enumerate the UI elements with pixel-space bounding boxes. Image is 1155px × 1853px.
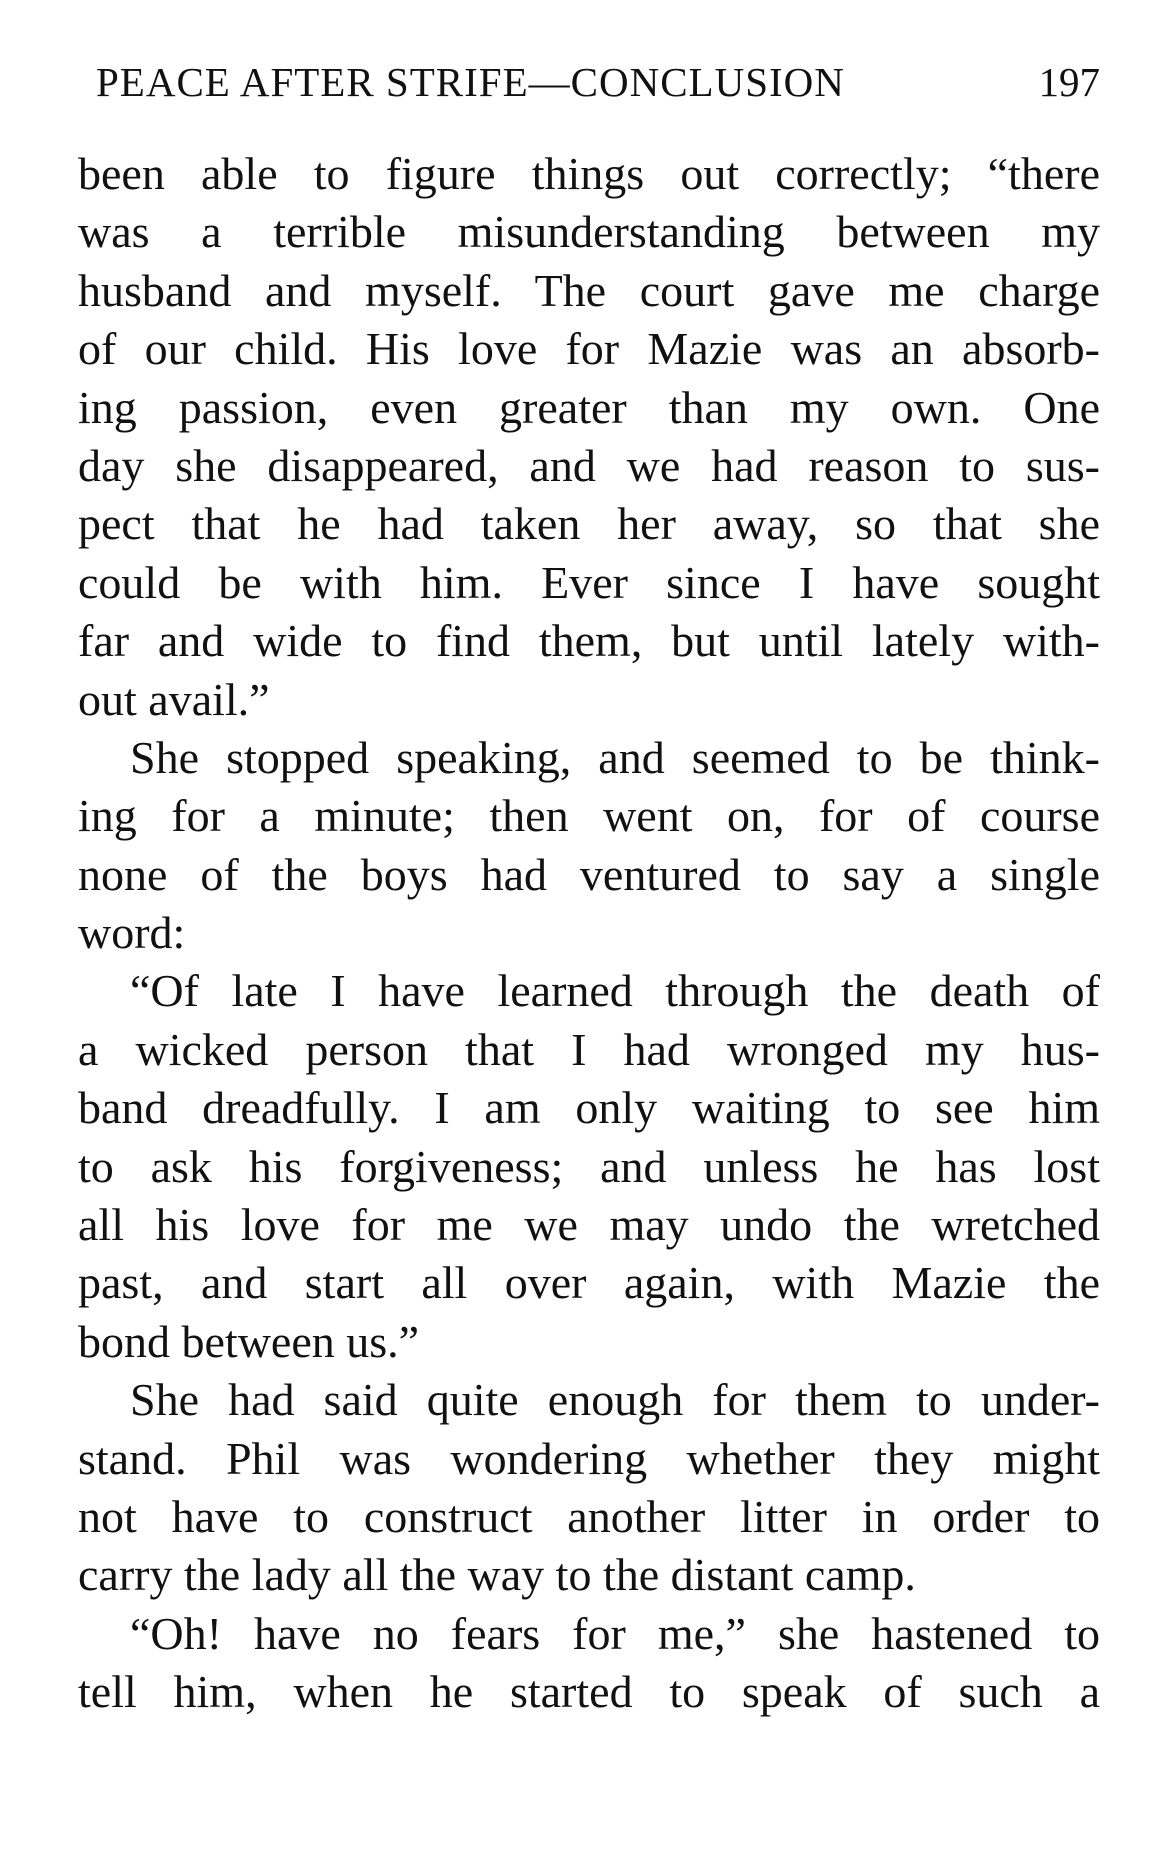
- text-line: was a terrible misunderstanding between my: [78, 206, 1100, 258]
- text-line: bond between us.”: [78, 1315, 420, 1367]
- text-line: pect that he had taken her away, so that she: [78, 498, 1100, 550]
- running-title: PEACE AFTER STRIFE—CONCLUSION: [96, 59, 845, 105]
- text-line: day she disappeared, and we had reason to sus-: [78, 439, 1100, 491]
- text-line: of our child. His love for Mazie was an absorb-: [78, 323, 1100, 375]
- text-line: been able to figure things out correctly; “there: [78, 148, 1100, 199]
- text-line: past, and start all over again, with Mazie the: [78, 1257, 1100, 1309]
- text-line: ing for a minute; then went on, for of course: [78, 790, 1100, 842]
- text-line: a wicked person that I had wronged my hus-: [78, 1023, 1100, 1075]
- running-head: [78, 52, 1100, 112]
- text-line: word:: [78, 907, 186, 959]
- text-line: far and wide to find them, but until lately with-: [78, 615, 1100, 667]
- text-line: carry the lady all the way to the distant camp.: [78, 1549, 916, 1601]
- text-line: She stopped speaking, and seemed to be think-: [130, 731, 1100, 783]
- text-line: stand. Phil was wondering whether they might: [78, 1432, 1100, 1484]
- text-line: “Of late I have learned through the death of: [130, 965, 1100, 1017]
- text-line: She had said quite enough for them to under-: [130, 1374, 1100, 1426]
- text-line: husband and myself. The court gave me charge: [78, 264, 1100, 316]
- text-line: band dreadfully. I am only waiting to see him: [78, 1082, 1100, 1134]
- body-text: [78, 145, 1100, 1722]
- text-line: could be with him. Ever since I have sought: [78, 556, 1100, 608]
- text-line: none of the boys had ventured to say a single: [78, 848, 1100, 900]
- text-line: “Oh! have no fears for me,” she hastened to: [130, 1607, 1100, 1659]
- page-number: 197: [1038, 59, 1100, 105]
- text-line: not have to construct another litter in order to: [78, 1490, 1100, 1542]
- text-line: out avail.”: [78, 673, 270, 725]
- text-line: ing passion, even greater than my own. One: [78, 381, 1100, 433]
- text-line: all his love for me we may undo the wretched: [78, 1199, 1100, 1251]
- text-line: tell him, when he started to speak of such a: [78, 1666, 1100, 1718]
- text-line: to ask his forgiveness; and unless he has lost: [78, 1140, 1100, 1192]
